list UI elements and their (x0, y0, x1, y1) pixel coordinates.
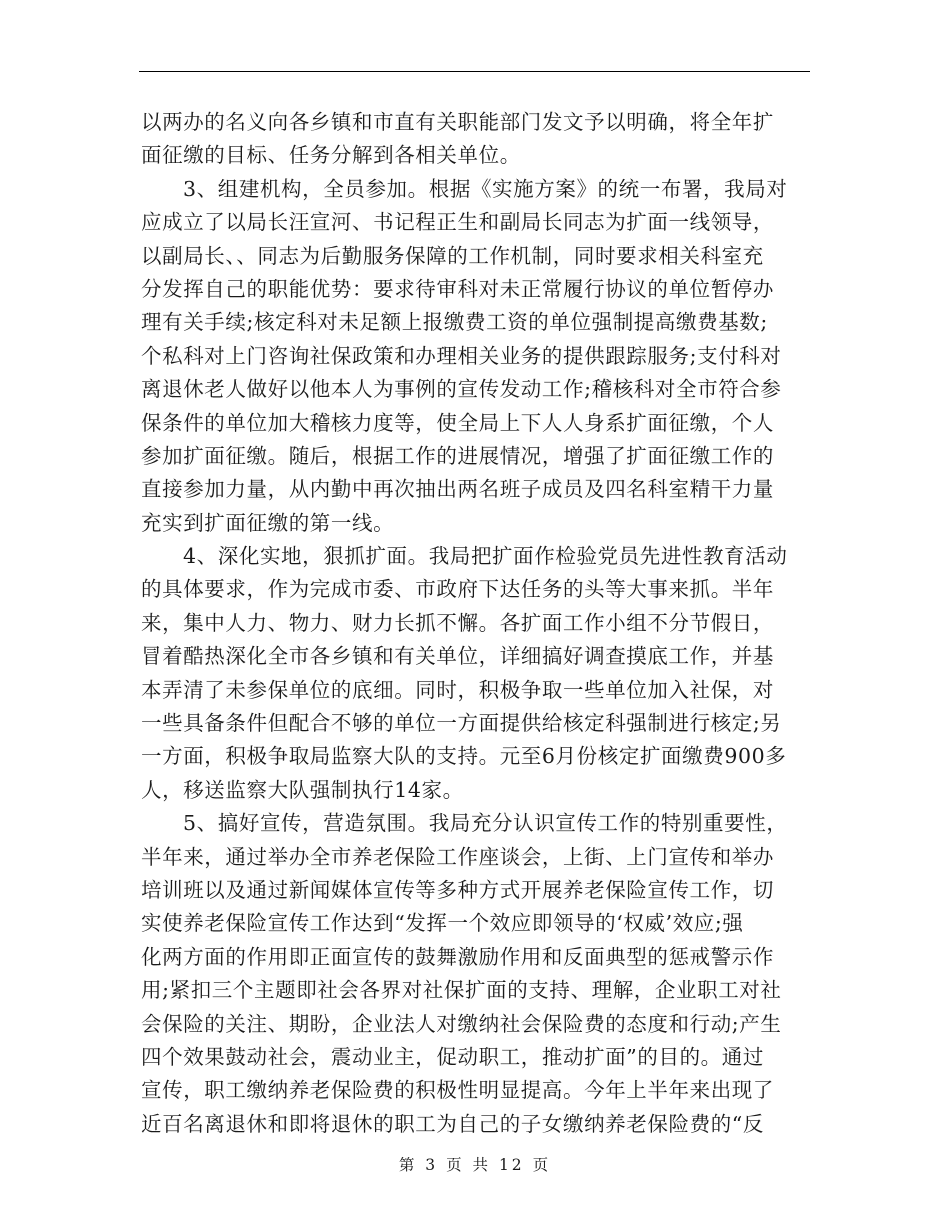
document-body (141, 106, 813, 1141)
text-line: 本弄清了未参保单位的底细。同时，积极争取一些单位加入社保，对 (141, 677, 774, 702)
text-line: 一方面，积极争取局监察大队的支持。元至6月份核定扩面缴费900多 (141, 744, 787, 769)
paragraph-first-line: 4、深化实地，狠抓扩面。我局把扩面作检验党员先进性教育活动 (183, 544, 788, 569)
text-line: 用;紧扣三个主题即社会各界对社保扩面的支持、理解，企业职工对社 (141, 978, 782, 1003)
text-line: 离退休老人做好以他本人为事例的宣传发动工作;稽核科对全市符合参 (141, 377, 782, 402)
text-line: 直接参加力量，从内勤中再次抽出两名班子成员及四名科室精干力量 (141, 477, 774, 502)
paragraph-first-line: 5、搞好宣传，营造氛围。我局充分认识宣传工作的特别重要性， (183, 811, 788, 836)
text-line: 以副局长、、同志为后勤服务保障的工作机制，同时要求相关科室充 (141, 243, 764, 268)
text-line: 近百名离退休和即将退休的职工为自己的子女缴纳养老保险费的“反 (141, 1111, 764, 1136)
text-line: 应成立了以局长汪宣河、书记程正生和副局长同志为扩面一线领导， (141, 210, 774, 235)
text-line: 培训班以及通过新闻媒体宣传等多种方式开展养老保险宣传工作，切 (141, 877, 774, 902)
text-line: 一些具备条件但配合不够的单位一方面提供给核定科强制进行核定;另 (141, 711, 782, 736)
page-footer: 第 3 页 共 12 页 (398, 1156, 552, 1174)
text-line: 以两办的名义向各乡镇和市直有关职能部门发文予以明确，将全年扩 (141, 110, 774, 134)
text-line: 理有关手续;核定科对未足额上报缴费工资的单位强制提高缴费基数; (141, 310, 768, 335)
text-line: 化两方面的作用即正面宣传的鼓舞激励作用和反面典型的惩戒警示作 (141, 944, 774, 969)
text-line: 面征缴的目标、任务分解到各相关单位。 (141, 143, 521, 168)
text-line: 冒着酷热深化全市各乡镇和有关单位，详细搞好调查摸底工作，并基 (141, 644, 774, 669)
text-line: 充实到扩面征缴的第一线。 (141, 510, 395, 535)
text-line: 来，集中人力、物力、财力长抓不懈。各扩面工作小组不分节假日， (141, 610, 774, 635)
header-divider (139, 71, 810, 72)
text-line: 个私科对上门咨询社保政策和办理相关业务的提供跟踪服务;支付科对 (141, 343, 782, 368)
text-line: 参加扩面征缴。随后，根据工作的进展情况，增强了扩面征缴工作的 (141, 443, 774, 468)
text-line: 保条件的单位加大稽核力度等，使全局上下人人身系扩面征缴，个人 (141, 410, 774, 435)
text-line: 分发挥自己的职能优势：要求待审科对未正常履行协议的单位暂停办 (141, 276, 774, 301)
text-line: 宣传，职工缴纳养老保险费的积极性明显提高。今年上半年来出现了 (141, 1078, 774, 1103)
text-line: 实使养老保险宣传工作达到“发挥一个效应即领导的‘权威’效应;强 (141, 911, 744, 936)
text-line: 四个效果鼓动社会，震动业主，促动职工，推动扩面”的目的。通过 (141, 1044, 764, 1069)
paragraph-first-line: 3、组建机构，全员参加。根据《实施方案》的统一布署，我局对 (183, 176, 788, 201)
text-line: 半年来，通过举办全市养老保险工作座谈会，上街、上门宣传和举办 (141, 844, 774, 869)
text-line: 会保险的关注、期盼，企业法人对缴纳社会保险费的态度和行动;产生 (141, 1011, 782, 1036)
text-line: 的具体要求，作为完成市委、市政府下达任务的头等大事来抓。半年 (141, 577, 774, 602)
text-line: 人，移送监察大队强制执行14家。 (141, 777, 464, 802)
